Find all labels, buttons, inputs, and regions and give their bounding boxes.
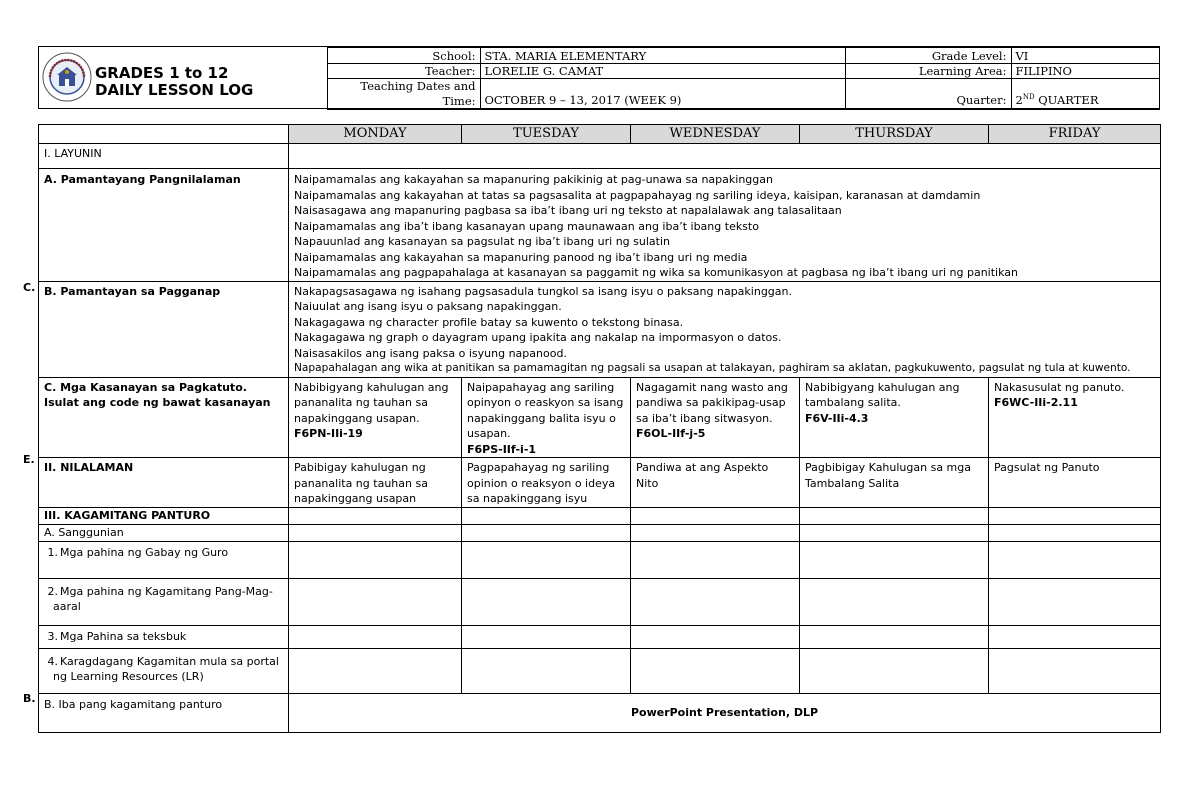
title-line-2: DAILY LESSON LOG xyxy=(95,80,254,99)
empty-cell xyxy=(631,541,800,578)
content-standard-line: Naisasagawa ang mapanuring pagbasa sa iba’t ibang uri ng teksto at napalalawak ang talasalitaan xyxy=(294,204,842,217)
sub-item-text: Mga pahina ng Kagamitang Pang-Mag-aaral xyxy=(53,584,273,613)
competency-code: F6PN-IIi-19 xyxy=(294,427,363,440)
learning-resources-row xyxy=(39,648,1161,693)
content-standard-line: Naipamamalas ang kakayahan sa mapanuring pakikinig at pag-unawa sa napakinggan xyxy=(294,173,773,186)
competency-text: Naipapahayag ang sariling opinyon o reaskyon sa isang napakinggang balita isyu o usapan. xyxy=(467,380,624,440)
competency-code: F6WC-IIi-2.11 xyxy=(994,396,1078,409)
empty-cell xyxy=(989,524,1161,541)
nilalaman-wednesday: Pandiwa at ang Aspekto Nito xyxy=(631,458,800,508)
grade-level-value: VI xyxy=(1011,48,1159,64)
day-wednesday: WEDNESDAY xyxy=(631,125,800,144)
margin-mark-c: C. xyxy=(23,281,36,294)
empty-cell xyxy=(462,648,631,693)
performance-standard-line: Nakagagawa ng graph o dayagram upang ipakita ang nakalap na impormasyon o datos. xyxy=(294,331,782,344)
empty-cell xyxy=(989,578,1161,625)
sub-item-2 xyxy=(39,578,289,625)
sub-item-number: 1. xyxy=(47,545,58,559)
sub-item-text: Mga pahina ng Gabay ng Guro xyxy=(60,545,229,559)
content-standard-line: Napauunlad ang kasanayan sa pagsulat ng iba’t ibang uri ng sulatin xyxy=(294,235,670,248)
content-standard-line: Naipamamalas ang pagpapahalaga at kasanayan sa paggamit ng wika sa komunikasyon at pagbasa ng iba’t ibang uri ng panitikan xyxy=(294,266,1018,279)
margin-mark-b: B. xyxy=(23,692,36,705)
kasanayan-label: C. Mga Kasanayan sa Pagkatuto. Isulat ang code ng bawat kasanayan xyxy=(39,377,289,458)
nilalaman-friday: Pagsulat ng Panuto xyxy=(989,458,1161,508)
empty-cell xyxy=(631,524,800,541)
empty-cell xyxy=(989,541,1161,578)
teacher-label: Teacher: xyxy=(327,64,480,79)
margin-mark-e: E. xyxy=(23,453,35,466)
empty-cell xyxy=(631,578,800,625)
performance-standard-line: Naisasakilos ang isang paksa o isyung napanood. xyxy=(294,346,567,360)
teaching-dates-label-line-2: Time: xyxy=(442,94,476,108)
empty-cell xyxy=(800,541,989,578)
empty-cell xyxy=(462,524,631,541)
learning-area-value: FILIPINO xyxy=(1011,64,1159,79)
teksbuk-row xyxy=(39,625,1161,648)
competency-text: Nabibigyang kahulugan ang tambalang salita. xyxy=(805,380,960,409)
empty-cell xyxy=(462,507,631,524)
kasanayan-wednesday xyxy=(631,377,800,458)
teaching-dates-label-line-1: Teaching Dates and xyxy=(360,79,476,93)
quarter-label: Quarter: xyxy=(845,79,1011,110)
day-header-row xyxy=(39,125,1161,144)
layunin-row xyxy=(39,144,1161,169)
empty-cell xyxy=(462,625,631,648)
empty-cell xyxy=(800,578,989,625)
page-title xyxy=(95,65,253,99)
quarter-value xyxy=(1011,79,1159,110)
competency-text: Nabibigyang kahulugan ang pananalita ng tauhan sa napakinggang usapan. xyxy=(294,380,449,425)
school-value: STA. MARIA ELEMENTARY xyxy=(480,48,845,64)
pamantayan-sa-pagganap-label: B. Pamantayan sa Pagganap xyxy=(39,281,289,377)
content-standard-line: Naipamamalas ang kakayahan sa mapanuring panood ng iba’t ibang uri ng media xyxy=(294,250,748,264)
competency-text: Nagagamit nang wasto ang pandiwa sa pakikipag-usap sa iba’t ibang sitwasyon. xyxy=(636,380,788,425)
performance-standard-line: Naiuulat ang isang isyu o paksang napakinggan. xyxy=(294,300,562,313)
layunin-label: I. LAYUNIN xyxy=(39,144,289,169)
sub-item-number: 4. xyxy=(47,654,58,668)
sub-item-number: 3. xyxy=(47,629,58,643)
sanggunian-row xyxy=(39,524,1161,541)
competency-code: F6V-IIi-4.3 xyxy=(805,411,869,425)
empty-cell xyxy=(462,578,631,625)
empty-cell xyxy=(631,648,800,693)
performance-standard-line: Nakapagsasagawa ng isahang pagsasadula tungkol sa isang isyu o paksang napakinggan. xyxy=(294,284,792,298)
empty-cell xyxy=(289,578,462,625)
school-label: School: xyxy=(327,48,480,64)
performance-standard-line: Nakagagawa ng character profile batay sa kuwento o tekstong binasa. xyxy=(294,315,684,329)
teacher-value: LORELIE G. CAMAT xyxy=(480,64,845,79)
nilalaman-row xyxy=(39,458,1161,508)
gabay-ng-guro-row xyxy=(39,541,1161,578)
empty-cell xyxy=(800,648,989,693)
deped-seal-icon xyxy=(42,52,92,102)
nilalaman-monday: Pabibigay kahulugan ng pananalita ng tauhan sa napakinggang usapan xyxy=(289,458,462,508)
pamantayan-sa-pagganap-row xyxy=(39,281,1161,377)
empty-cell xyxy=(289,648,462,693)
empty-cell xyxy=(800,625,989,648)
nilalaman-label: II. NILALAMAN xyxy=(39,458,289,508)
grade-level-label: Grade Level: xyxy=(845,48,1011,64)
iba-pang-kagamitan-value: PowerPoint Presentation, DLP xyxy=(289,693,1161,732)
nilalaman-thursday: Pagbibigay Kahulugan sa mga Tambalang Salita xyxy=(800,458,989,508)
pamantayang-pangnilalaman-cell xyxy=(289,169,1161,282)
sub-item-3 xyxy=(39,625,289,648)
iba-pang-kagamitan-row xyxy=(39,693,1161,732)
day-header-blank xyxy=(39,125,289,144)
title-line-1: GRADES 1 to 12 xyxy=(95,63,229,82)
competency-code: F6PS-IIf-i-1 xyxy=(467,442,537,456)
competency-code: F6OL-IIf-j-5 xyxy=(636,427,706,440)
sanggunian-label: A. Sanggunian xyxy=(39,524,289,541)
empty-cell xyxy=(800,524,989,541)
empty-cell xyxy=(989,625,1161,648)
iba-pang-kagamitan-label: B. Iba pang kagamitang panturo xyxy=(39,693,289,732)
kasanayan-tuesday xyxy=(462,377,631,458)
kagamitang-panturo-row xyxy=(39,507,1161,524)
empty-cell xyxy=(989,648,1161,693)
lesson-log-table xyxy=(38,124,1161,733)
kasanayan-thursday xyxy=(800,377,989,458)
pamantayan-sa-pagganap-cell xyxy=(289,281,1161,377)
layunin-cell xyxy=(289,144,1161,169)
teaching-dates-label xyxy=(327,79,480,110)
pamantayang-pangnilalaman-row xyxy=(39,169,1161,282)
quarter-number: 2 xyxy=(1015,93,1023,107)
quarter-ordinal: ND xyxy=(1022,93,1035,102)
content-standard-line: Naipamamalas ang kakayahan at tatas sa pagsasalita at pagpapahayag ng sariling ideya, kaisipan, karanasan at damdamin xyxy=(294,188,981,202)
sub-item-text: Karagdagang Kagamitan mula sa portal ng Learning Resources (LR) xyxy=(53,654,279,683)
brand-cell xyxy=(39,48,327,110)
sub-item-1 xyxy=(39,541,289,578)
competency-text: Nakasusulat ng panuto. xyxy=(994,380,1125,394)
empty-cell xyxy=(289,625,462,648)
teaching-dates-value: OCTOBER 9 – 13, 2017 (WEEK 9) xyxy=(480,79,845,110)
sub-item-number: 2. xyxy=(47,584,58,598)
nilalaman-tuesday: Pagpapahayag ng sariling opinion o reaksyon o ideya sa napakinggang isyu xyxy=(462,458,631,508)
learning-area-label: Learning Area: xyxy=(845,64,1011,79)
pamantayang-pangnilalaman-label: A. Pamantayang Pangnilalaman xyxy=(39,169,289,282)
kasanayan-friday xyxy=(989,377,1161,458)
day-friday: FRIDAY xyxy=(989,125,1161,144)
kasanayan-monday xyxy=(289,377,462,458)
day-tuesday: TUESDAY xyxy=(462,125,631,144)
kagamitang-panturo-label: III. KAGAMITANG PANTURO xyxy=(39,507,289,524)
empty-cell xyxy=(631,507,800,524)
empty-cell xyxy=(289,524,462,541)
kasanayan-row xyxy=(39,377,1161,458)
header-box xyxy=(38,46,1160,109)
content-standard-line: Naipamamalas ang iba’t ibang kasanayan upang maunawaan ang iba’t ibang teksto xyxy=(294,219,759,233)
sub-item-text: Mga Pahina sa teksbuk xyxy=(60,629,187,643)
day-monday: MONDAY xyxy=(289,125,462,144)
empty-cell xyxy=(631,625,800,648)
sub-item-4 xyxy=(39,648,289,693)
kagamitang-pang-mag-aaral-row xyxy=(39,578,1161,625)
empty-cell xyxy=(289,507,462,524)
performance-standard-line: Napapahalagan ang wika at panitikan sa pamamagitan ng pagsali sa usapan at talakayan, paghiram sa aklatan, pagkukuwento, pagsulat ng tula at kuwento. xyxy=(294,362,1131,374)
empty-cell xyxy=(289,541,462,578)
empty-cell xyxy=(800,507,989,524)
quarter-word: QUARTER xyxy=(1034,93,1099,107)
empty-cell xyxy=(989,507,1161,524)
empty-cell xyxy=(462,541,631,578)
day-thursday: THURSDAY xyxy=(800,125,989,144)
